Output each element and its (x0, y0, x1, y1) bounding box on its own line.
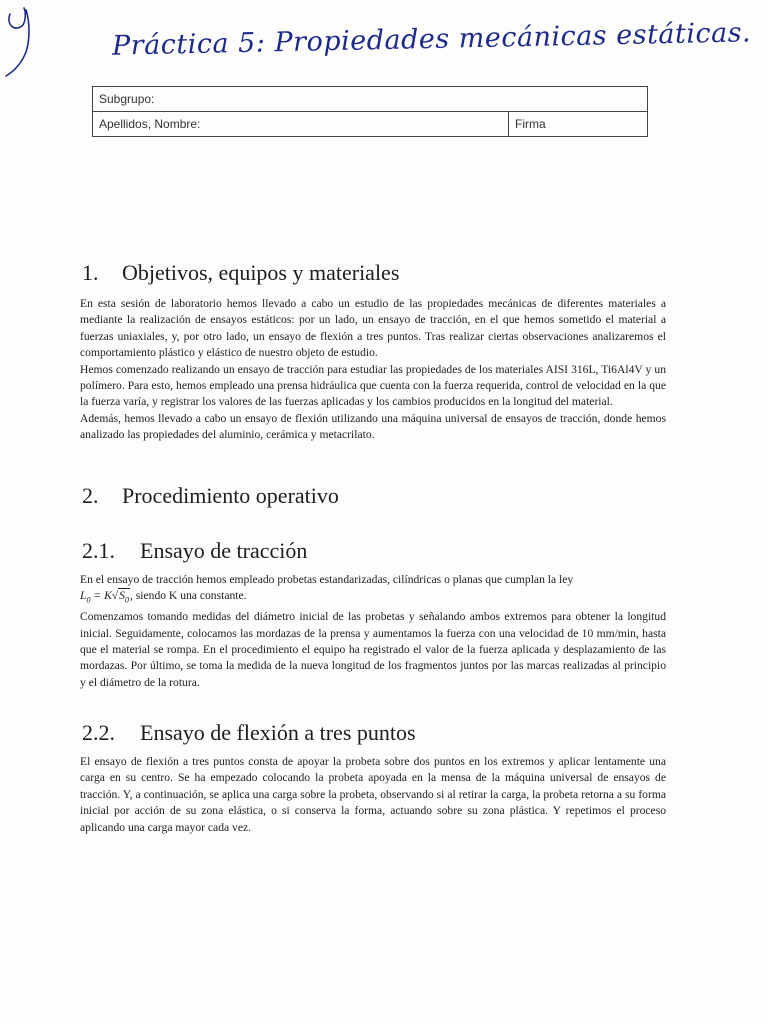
student-info-table (92, 86, 648, 137)
section-1-title: Objetivos, equipos y materiales (122, 260, 400, 285)
formula-suffix: , siendo K una constante. (129, 589, 247, 603)
handwritten-title: Práctica 5: Propiedades mecánicas estáticas. (111, 17, 752, 62)
formula-l0-equals-k-sqrt-s0: $L_0 = K√S_0$ (80, 589, 129, 605)
firma-field[interactable]: Firma (509, 112, 648, 137)
handwritten-grade-mark (0, 0, 44, 80)
section-2-title: Procedimiento operativo (122, 483, 339, 508)
section-1-paragraph: Además, hemos llevado a cabo un ensayo de flexión utilizando una máquina universal de ensayos de tracción, donde hemos analizado las propiedades del aluminio, cerámica y metacrilato. (80, 411, 666, 442)
section-2-2-body (80, 754, 666, 836)
nombre-field[interactable]: Apellidos, Nombre: (93, 112, 509, 137)
section-2-2-number: 2.2. (82, 720, 115, 745)
formula-line (80, 588, 666, 609)
section-2-1-number: 2.1. (82, 538, 115, 563)
section-2-2-heading (82, 720, 416, 746)
section-1-paragraph: En esta sesión de laboratorio hemos llevado a cabo un estudio de las propiedades mecánicas de diferentes materiales a mediante la realización de ensayos estáticos: por un lado, un ensayo de tracción, en el que hemos sometido el material a fuerzas uniaxiales, y, por otro lado, un ensayo de flexión a tres puntos. Tras realizar ciertas observaciones analizaremos el comportamiento plástico y elástico de nuestro objeto de estudio. (80, 297, 666, 360)
section-2-1-intro: En el ensayo de tracción hemos empleado probetas estandarizadas, cilíndricas o planas que cumplan la ley (80, 573, 574, 586)
subgrupo-field[interactable]: Subgrupo: (93, 87, 648, 112)
section-2-2-title: Ensayo de flexión a tres puntos (140, 720, 416, 745)
section-1-paragraph: Hemos comenzado realizando un ensayo de tracción para estudiar las propiedades de los materiales AISI 316L, Ti6Al4V y un polímero. Para esto, hemos empleado una prensa hidráulica que cuenta con la fuerza requerida, control de velocidad en la que la fuerza varía, y registrar los valores de las fuerzas aplicadas y los cambios producidos en la longitud del material. (80, 362, 666, 409)
section-2-number: 2. (82, 483, 99, 508)
section-1-heading (82, 260, 399, 286)
section-2-2-paragraph: El ensayo de flexión a tres puntos consta de apoyar la probeta sobre dos puntos en los extremos y aplicar lentamente una carga en su centro. Se ha empezado colocando la probeta apoyada en la mensa de la máquina universal de ensayos de tracción. Y, a continuación, se aplica una carga sobre la probeta, observando si al retirar la carga, la probeta retorna a su forma inicial por acción de su zona elástica, o si conserva la forma, actuando sobre su zona plástica. Y repetimos el proceso aplicando una carga mayor cada vez. (80, 755, 666, 834)
section-2-1-paragraph: Comenzamos tomando medidas del diámetro inicial de las probetas y señalando ambos extremos para obtener la longitud inicial. Seguidamente, colocamos las mordazas de la prensa y aumentamos la fuerza con una velocidad de 10 mm/min, hasta que el material se rompa. En el procedimiento el equipo ha registrado el valor de la fuerza aplicada y desplazamiento de las mordazas. Por último, se toma la medida de la nueva longitud de los fragmentos juntos por las marcas realizadas al principio y el diámetro de la rotura. (80, 610, 666, 689)
section-2-heading (82, 483, 339, 509)
section-1-body (80, 296, 666, 444)
section-2-1-body (80, 572, 666, 691)
section-1-number: 1. (82, 260, 99, 285)
section-2-1-title: Ensayo de tracción (140, 538, 308, 563)
section-2-1-heading (82, 538, 307, 564)
